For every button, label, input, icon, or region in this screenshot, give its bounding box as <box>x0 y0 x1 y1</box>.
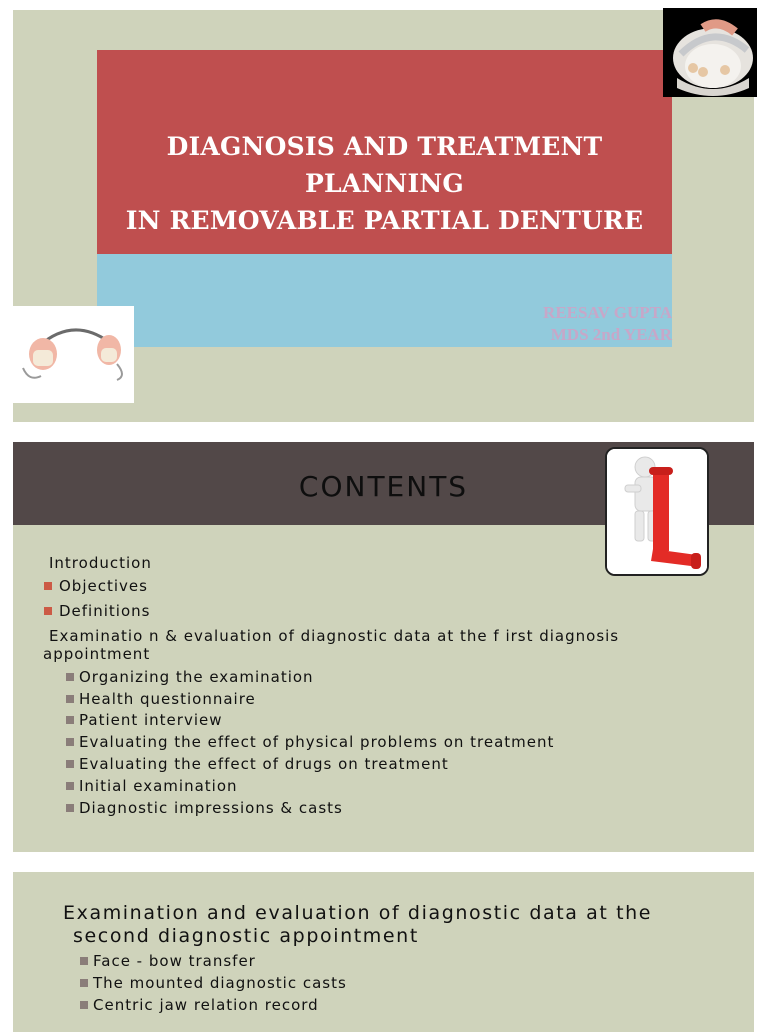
contents-slide <box>13 442 754 852</box>
contents-item-definitions <box>44 602 150 620</box>
contents-item-objectives <box>44 577 148 595</box>
bullet-square-icon <box>66 716 74 724</box>
bullet-square-icon <box>66 695 74 703</box>
bullet-square-icon <box>80 979 88 987</box>
title-box <box>97 50 672 254</box>
contents-subitem-label: Initial examination <box>79 777 238 795</box>
exam-second-line-2: second diagnostic appointment <box>73 925 419 947</box>
contents-exam-line-2: appointment <box>43 645 151 663</box>
bullet-square-icon <box>80 957 88 965</box>
contents-subitem <box>66 733 554 751</box>
denture-photo-top <box>663 8 757 97</box>
contents-subitem <box>80 974 347 992</box>
bullet-square-icon <box>66 673 74 681</box>
contents-subitem-label: Evaluating the effect of physical problems on treatment <box>79 733 555 751</box>
partial-denture-icon <box>13 306 134 403</box>
contents-subitem <box>66 690 256 708</box>
contents-subitem <box>80 952 256 970</box>
contents-subitem <box>66 668 314 686</box>
contents-subitem <box>66 777 238 795</box>
subtitle-box <box>97 254 672 347</box>
contents-subitem-label: Centric jaw relation record <box>93 996 319 1014</box>
title-slide <box>13 10 754 422</box>
contents-subitem-label: Organizing the examination <box>79 668 314 686</box>
contents-subitem <box>80 996 319 1014</box>
contents-exam-line-1: Examinatio n & evaluation of diagnostic data at the f irst diagnosis <box>49 627 620 645</box>
author-block <box>543 302 672 346</box>
exam-second-line-1: Examination and evaluation of diagnostic data at the <box>63 902 653 924</box>
bullet-square-icon <box>66 738 74 746</box>
bullet-square-icon <box>66 804 74 812</box>
reading-scroll-icon <box>605 447 709 576</box>
contents-subitem-label: Patient interview <box>79 711 223 729</box>
person-with-red-scroll-icon <box>607 449 707 574</box>
contents-subitem <box>66 711 223 729</box>
contents-subitem <box>66 799 343 817</box>
contents-item-intro: Introduction <box>49 554 152 572</box>
title-line-2: IN REMOVABLE PARTIAL DENTURE <box>125 206 644 235</box>
contents-continued-slide <box>13 872 754 1032</box>
slide-title <box>97 128 672 239</box>
contents-item-label: Objectives <box>59 577 148 595</box>
contents-subitem-label: Diagnostic impressions & casts <box>79 799 343 817</box>
contents-subitem-label: Evaluating the effect of drugs on treatment <box>79 755 449 773</box>
contents-heading: CONTENTS <box>298 470 469 503</box>
bullet-square-icon <box>44 607 52 615</box>
contents-subitem-label: The mounted diagnostic casts <box>93 974 347 992</box>
author-year: MDS 2nd YEAR <box>550 325 672 344</box>
contents-subitem-label: Health questionnaire <box>79 690 256 708</box>
author-name: REESAV GUPTA <box>543 303 672 322</box>
bullet-square-icon <box>80 1001 88 1009</box>
denture-cast-icon <box>663 8 757 97</box>
title-line-1: DIAGNOSIS AND TREATMENT PLANNING <box>166 132 603 198</box>
denture-photo-left <box>13 306 134 403</box>
contents-item-label: Definitions <box>59 602 151 620</box>
bullet-square-icon <box>66 760 74 768</box>
bullet-square-icon <box>66 782 74 790</box>
contents-subitem <box>66 755 449 773</box>
bullet-square-icon <box>44 582 52 590</box>
contents-subitem-label: Face - bow transfer <box>93 952 256 970</box>
